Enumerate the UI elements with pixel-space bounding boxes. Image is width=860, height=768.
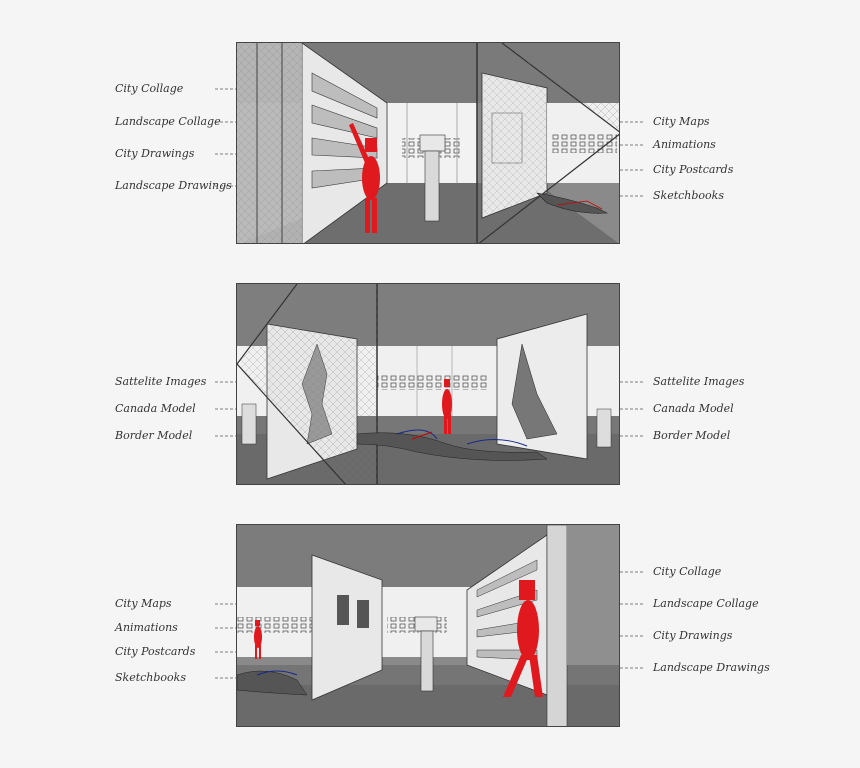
- label-border-model-left: Border Model: [115, 429, 193, 442]
- label-city-postcards: City Postcards: [653, 163, 734, 176]
- label-landscape-drawings: Landscape Drawings: [115, 179, 232, 192]
- label-city-maps-bottom: City Maps: [115, 597, 172, 610]
- label-animations: Animations: [653, 138, 716, 151]
- label-canada-model-right: Canada Model: [653, 402, 734, 415]
- label-satellite-images-right: Sattelite Images: [653, 375, 745, 388]
- label-city-collage: City Collage: [115, 82, 184, 95]
- label-sketchbooks: Sketchbooks: [653, 189, 724, 202]
- label-landscape-drawings-bottom: Landscape Drawings: [653, 661, 770, 674]
- label-landscape-collage: Landscape Collage: [115, 115, 221, 128]
- label-city-drawings-bottom: City Drawings: [653, 629, 733, 642]
- gallery-view-middle: [236, 283, 620, 485]
- gallery-view-top: [236, 42, 620, 244]
- label-satellite-images-left: Sattelite Images: [115, 375, 207, 388]
- label-city-collage-bottom: City Collage: [653, 565, 722, 578]
- label-animations-bottom: Animations: [115, 621, 178, 634]
- label-city-postcards-bottom: City Postcards: [115, 645, 196, 658]
- label-border-model-right: Border Model: [653, 429, 731, 442]
- label-sketchbooks-bottom: Sketchbooks: [115, 671, 186, 684]
- label-canada-model-left: Canada Model: [115, 402, 196, 415]
- label-city-maps: City Maps: [653, 115, 710, 128]
- label-city-drawings: City Drawings: [115, 147, 195, 160]
- label-landscape-collage-bottom: Landscape Collage: [653, 597, 759, 610]
- gallery-view-bottom: [236, 524, 620, 727]
